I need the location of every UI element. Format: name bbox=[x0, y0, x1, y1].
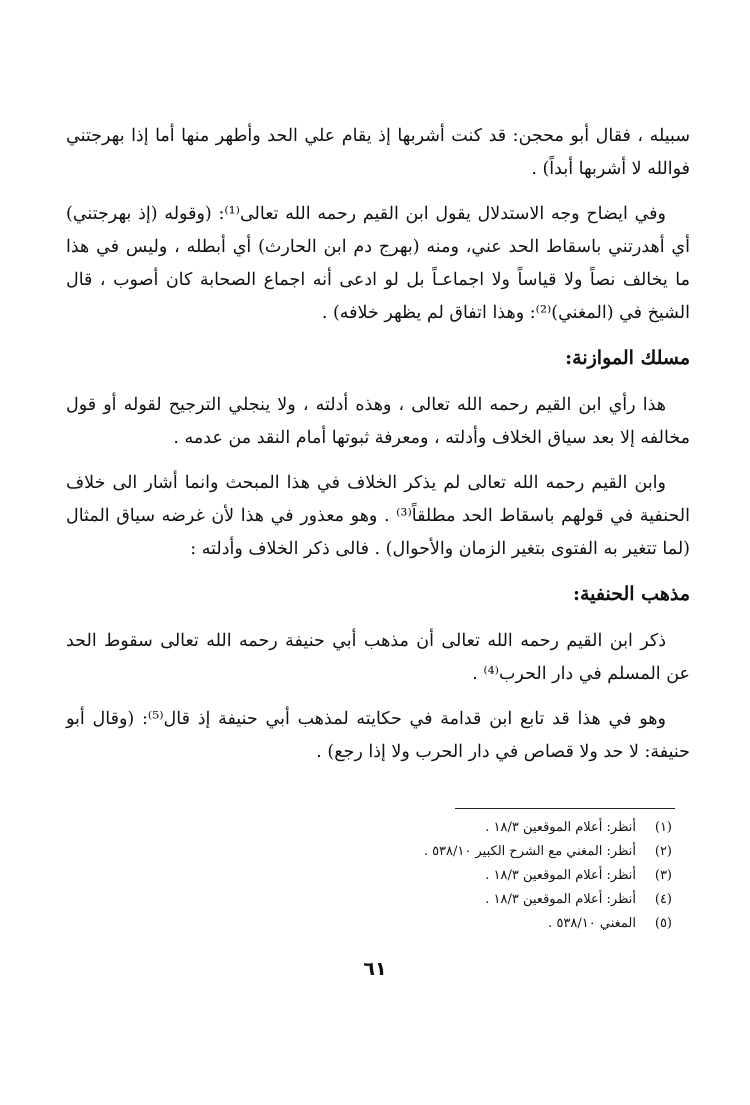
footnotes bbox=[380, 816, 672, 936]
section-heading-balancing: مسلك الموازنة: bbox=[565, 347, 690, 369]
footnote-text: أنظر: أعلام الموقعين ١٨/٣ . bbox=[485, 868, 636, 883]
footnote-number: (٢) bbox=[654, 844, 672, 859]
footnote-number: (٣) bbox=[654, 868, 672, 883]
footnote-text: أنظر: أعلام الموقعين ١٨/٣ . bbox=[485, 820, 636, 835]
paragraph-4: وابن القيم رحمه الله تعالى لم يذكر الخلاف في هذا المبحث وانما أشار الى خلاف الحنفية في قولهم باسقاط الحد مطلقاً⁽³⁾ . وهو معذور في هذا لأن غرضه سياق المثال (لما تتغير به الفتوى بتغير الزمان والأحوال) . فالى ذكر الخلاف وأدلته : bbox=[66, 473, 691, 559]
paragraph-1: سبيله ، فقال أبو محجن: قد كنت أشربها إذ يقام علي الحد وأطهر منها أما إذا بهرجتني فوالله لا أشربها أبداً) . bbox=[66, 126, 690, 179]
page-number: ٦١ bbox=[363, 958, 387, 980]
footnote-item bbox=[380, 888, 672, 912]
footnote-divider bbox=[455, 808, 675, 809]
section-heading-hanafi: مذهب الحنفية: bbox=[572, 583, 690, 605]
main-text bbox=[66, 120, 690, 781]
paragraph-6: وهو في هذا قد تابع ابن قدامة في حكايته لمذهب أبي حنيفة إذ قال⁽⁵⁾: (وقال أبو حنيفة: لا حد ولا قصاص في دار الحرب ولا إذا رجع) . bbox=[66, 709, 690, 762]
footnote-item bbox=[380, 840, 672, 864]
footnote-item bbox=[380, 912, 672, 936]
footnote-item bbox=[380, 864, 672, 888]
footnote-number: (٥) bbox=[654, 916, 672, 931]
paragraph-5: ذكر ابن القيم رحمه الله تعالى أن مذهب أبي حنيفة رحمه الله تعالى سقوط الحد عن المسلم في دار الحرب⁽⁴⁾ . bbox=[66, 631, 690, 684]
footnote-number: (٤) bbox=[654, 892, 672, 907]
footnote-text: المغني ٥٣٨/١٠ . bbox=[548, 916, 636, 931]
footnote-text: أنظر: المغني مع الشرح الكبير ٥٣٨/١٠ . bbox=[423, 844, 636, 859]
footnote-number: (١) bbox=[654, 820, 672, 835]
paragraph-2: وفي ايضاح وجه الاستدلال يقول ابن القيم رحمه الله تعالى⁽¹⁾: (وقوله (إذ بهرجتني) أي أهدرتني باسقاط الحد عني، ومنه (بهرج دم ابن الحارث) أي أبطله ، وليس في هذا ما يخالف نصاً ولا قياساً ولا اجماعـاً بل لو ادعى أنه اجماع الصحابة كان أصوب ، قال الشيخ في (المغني)⁽²⁾: وهذا اتفاق لم يظهر خلافه) . bbox=[66, 204, 690, 323]
footnote-item bbox=[380, 816, 672, 840]
footnote-text: أنظر: أعلام الموقعين ١٨/٣ . bbox=[485, 892, 636, 907]
paragraph-3: هذا رأي ابن القيم رحمه الله تعالى ، وهذه أدلته ، ولا ينجلي الترجيح لقوله أو قول مخالفه إلا بعد سياق الخلاف وأدلته ، ومعرفة ثبوتها أمام النقد من عدمه . bbox=[66, 395, 690, 448]
